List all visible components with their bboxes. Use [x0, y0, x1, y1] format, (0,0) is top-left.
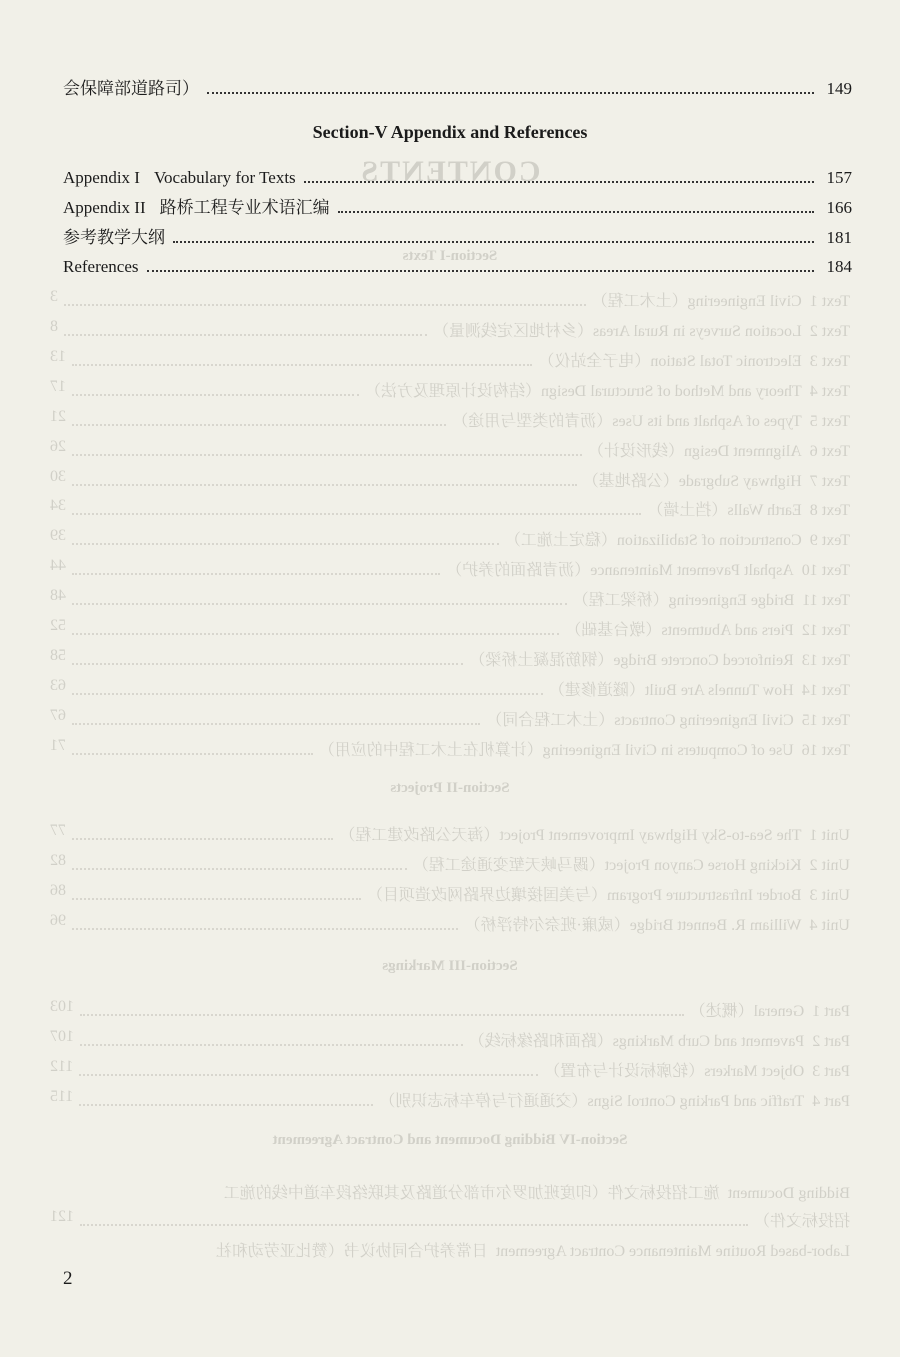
toc-entry-page: 157 — [826, 168, 852, 187]
dot-leader — [173, 240, 814, 243]
toc-entry-syllabus[interactable] — [63, 227, 852, 249]
toc-entry-label: Appendix II — [63, 198, 146, 217]
toc-entry-page: 181 — [826, 228, 852, 247]
toc-entry-title: 会保障部道路司） — [63, 79, 199, 98]
bleed-through-reverse-page: CONTENTS Section-I Texts Text 1 Civil Engineering（土木工程） 3 Text 2 Location Surveys in Rural Areas（乡村地区定线测量） 8 Text 3 Electronic Total Station（电子全站仪） 13 Text 4 Theory and Method of Structural Design（结构设计原理及方法） 17 Text 5 Types of Asphalt and its Uses（沥青的类型与用途） 21 Text 6 Alignment Design（线形设计） 26 Text 7 Highway Subgrade（公路地基） 30 Text 8 Earth Walls（挡土墙） 34 Text 9 Construction of Stabilization（稳定土施工） 39 Text 10 Asphalt Pavement Maintenance（沥青路面的养护） 44 Text 11 Bridge Engineering（桥梁工程） 48 Text 12 Piers and Abutments（墩台基础） 52 Text 13 Reinforced Concrete Bridge（钢筋混凝土桥梁） 58 Text 14 How Tunnels Are Built（隧道修建） 63 Text 15 Civil Engineering Contracts（土木工程合同） 67 Text 16 Use of Computers in Civil Engineering（计算机在土木工程中的应用） 71 Section-II Projects Unit 1 The Sea-to-Sky Highway Improvement Project（海天公路改建工程） 77 Unit 2 Kicking Horse Canyon Project（踢马峡天堑变通途工程） 82 Unit 3 Border Infrastructure Program（与美国接壤边界路网改造项目） 86 Unit 4 William R. Bennett Bridge（威廉·班奈尔特浮桥） 96 Section-III Markings Part 1 General（概述） 103 Part 2 Pavement and Curb Markings（路面和路缘标线） 107 Part 3 Object Markers（轮廓标设计与布置） 112 Part 4 Traffic and Parking Control Signs（交通通行与停车标志识别） 115 Section-IV Bidding Document and Contract Agreement Bidding Document 施工招投标文件（印度班加罗尔市部分道路及其联络段车道中线的施工 招投标文件） 121 Labor-based Routine Maintenance Contract Agreement 日常养护合同协议书（赞比亚劳动和社 — [50, 155, 850, 1260]
dot-leader — [304, 180, 814, 183]
toc-entry-continued[interactable] — [63, 78, 852, 100]
toc-entry-title: Vocabulary for Texts — [153, 168, 296, 187]
toc-entry-appendix-1[interactable] — [63, 167, 852, 189]
toc-entry-page: 149 — [826, 79, 852, 98]
toc-entry-references[interactable] — [63, 256, 852, 278]
toc-entry-page: 166 — [826, 198, 852, 217]
page-number: 2 — [63, 1268, 73, 1289]
toc-entry-label: Appendix I — [63, 168, 140, 187]
toc-entry-page: 184 — [826, 257, 852, 276]
toc-entry-appendix-2[interactable] — [63, 197, 852, 219]
section-heading: Section-V Appendix and References — [312, 122, 588, 142]
dot-leader — [147, 269, 814, 272]
toc-entry-title: 路桥工程专业术语汇编 — [159, 198, 330, 217]
toc-entry-title: 参考教学大纲 — [63, 228, 165, 247]
dot-leader — [207, 91, 814, 94]
dot-leader — [338, 210, 814, 213]
toc-entry-title: References — [63, 257, 139, 276]
